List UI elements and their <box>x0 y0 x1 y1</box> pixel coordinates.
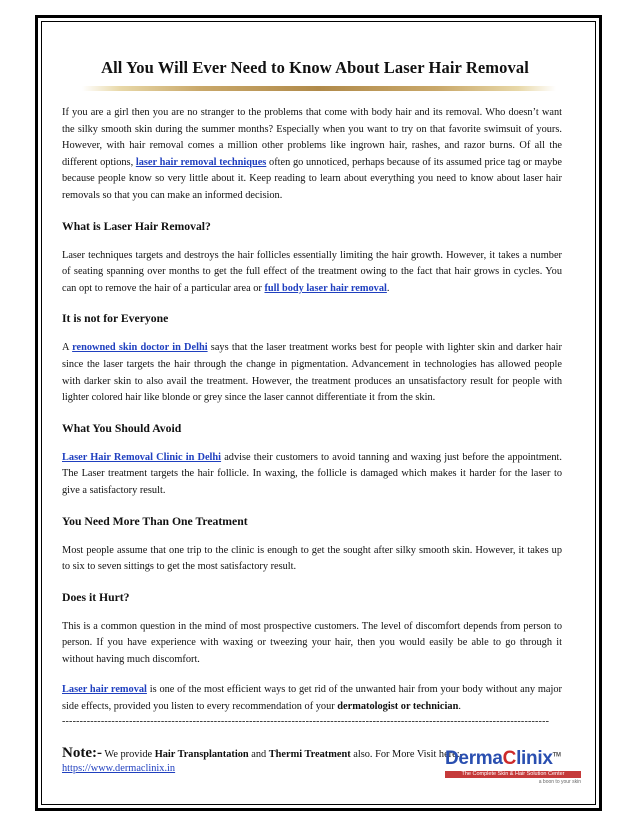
page-title: All You Will Ever Need to Know About Laser Hair Removal <box>101 58 529 77</box>
note-thermi: Thermi Treatment <box>268 748 351 760</box>
logo-wordmark <box>445 748 581 770</box>
skin-doctor-link[interactable]: renowned skin doctor in Delhi <box>72 342 208 354</box>
what-is-text-2: . <box>386 282 390 294</box>
laser-techniques-link[interactable]: laser hair removal techniques <box>135 156 267 168</box>
logo-subtext: a boon to your skin <box>538 779 581 785</box>
more-than-one-paragraph: Most people assume that one trip to the clinic is enough to get the sought after silky smooth skin. However, it takes up to six to seven sittings to get the most satisfactory result. <box>62 544 562 573</box>
note-text-3: also. For More Visit here:- <box>350 748 464 760</box>
website-link[interactable]: https://www.dermaclinix.in <box>62 762 176 774</box>
note-text-1: We provide <box>101 748 155 760</box>
what-is-paragraph <box>62 248 562 298</box>
intro-paragraph <box>62 105 562 205</box>
logo-word-c: C <box>502 748 517 769</box>
logo-word-derma: Derma <box>445 748 503 769</box>
full-body-link[interactable]: full body laser hair removal <box>264 282 387 294</box>
laser-text-3: . <box>458 701 461 713</box>
does-it-hurt-paragraph: This is a common question in the mind of most prospective customers. The level of discomfort depends from person to person. If you have experience with waxing or tweezing your hair, then you would easily be able to go through it without having much discomfort. <box>62 620 562 665</box>
clinic-delhi-link[interactable]: Laser Hair Removal Clinic in Delhi <box>62 451 222 463</box>
not-for-everyone-text-1: A <box>62 342 73 354</box>
not-for-everyone-paragraph <box>62 340 562 406</box>
not-for-everyone-text-2: says that the laser treatment works best for people with lighter skin and darker hair since the laser targets the hair through the change in pigmentation. Advancement in technologies has allowed people with darker skin to also avail the treatment. However, the treatment produces an unsatisfactory result for people with lighter colored hair like blonde or grey since the laser cannot differentiate it from the skin. <box>62 342 562 404</box>
title-decorative-rule <box>82 86 556 91</box>
intro-text-2: often go unnoticed, perhaps because of its assumed price tag or maybe because people know so very little about it. Keep reading to learn about everything you need to know about laser hair removals so that you can make an informed decision. <box>62 156 563 201</box>
logo-tagline-bar: The Complete Skin & Hair Solution Center <box>445 771 581 778</box>
document-body <box>62 58 562 776</box>
heading-what-to-avoid: What You Should Avoid <box>62 421 182 435</box>
note-label: Note:- <box>62 744 102 761</box>
heading-does-it-hurt: Does it Hurt? <box>62 590 130 604</box>
what-is-text-1: Laser techniques targets and destroys the hair follicles essentially limiting the hair growth. However, it takes a number of seating spanning over months to get the full effect of the treatment owing to the fact that hair grows in cycles. You can opt to remove the hair of a particular area or <box>62 249 562 294</box>
logo-trademark: TM <box>552 752 561 759</box>
laser-text-2: is one of the most efficient ways to get rid of the unwanted hair from your body without any major side effects, provided you listen to every recommendation of your <box>62 684 563 713</box>
dermatologist-bold: dermatologist or technician <box>337 701 459 713</box>
laser-hair-removal-paragraph <box>62 682 562 715</box>
dashed-divider: ------------------------------------------------------------------------------------------------------------------------------------------ <box>62 715 550 727</box>
note-hair-transplant: Hair Transplantation <box>154 748 249 760</box>
intro-text-1: If you are a girl then you are no stranger to the problems that come with body hair and its removal. Who doesn’t want the silky smooth skin during the summer months? Especially when you want to try on that favorite swimsuit of yours. However, with hair removal comes a million other problems like ingrown hair, rashes, and razor burns. Of all the different options, <box>62 107 562 168</box>
avoid-paragraph <box>62 450 562 500</box>
logo-word-linix: linix <box>516 748 553 769</box>
heading-not-for-everyone: It is not for Everyone <box>62 312 169 326</box>
avoid-text: advise their customers to avoid tanning and waxing just before the appointment. The Laser treatment targets the hair follicle. In waxing, the follicle is damaged which makes it harder for the laser to give a satisfactory result. <box>62 451 562 496</box>
paragraph-gap <box>62 668 562 682</box>
laser-hair-removal-link[interactable]: Laser hair removal <box>62 684 147 696</box>
heading-more-than-one: You Need More Than One Treatment <box>62 514 248 528</box>
heading-what-is: What is Laser Hair Removal? <box>62 219 211 233</box>
dermaclinix-logo <box>445 748 581 796</box>
note-text-2: and <box>248 748 269 760</box>
